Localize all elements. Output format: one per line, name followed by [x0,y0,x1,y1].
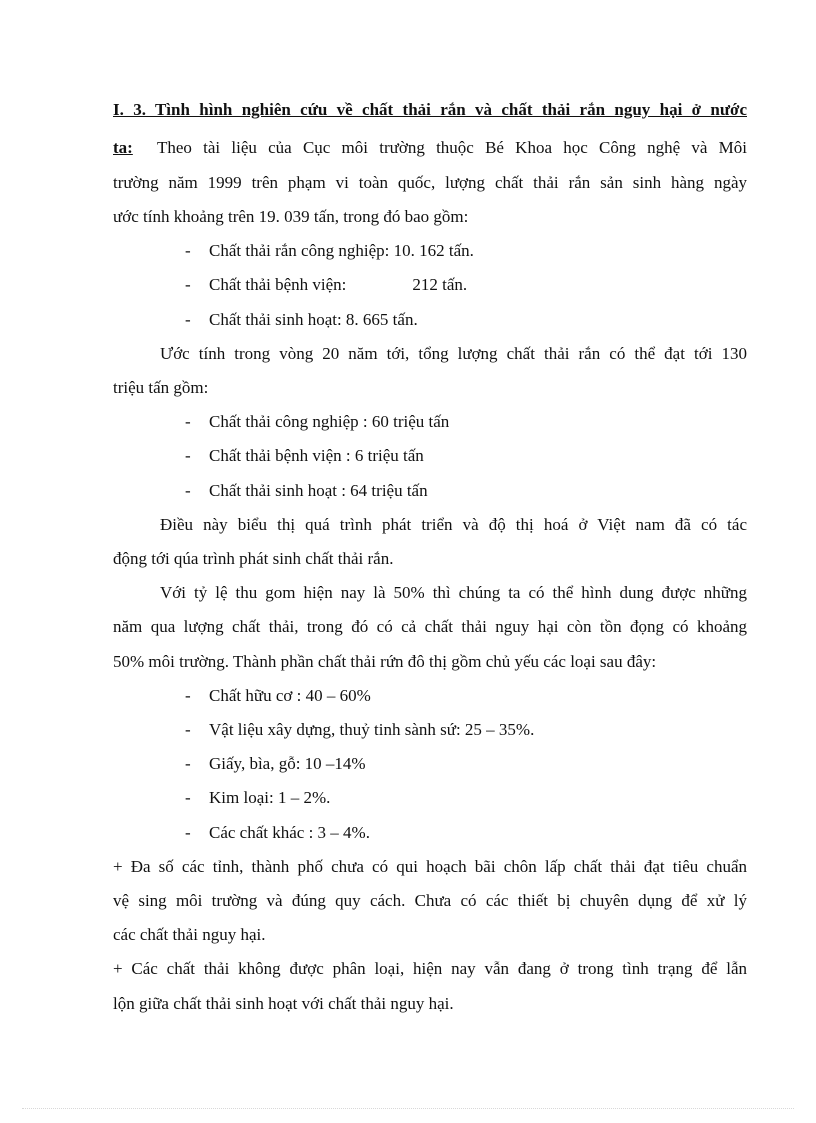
page-bottom-divider [22,1108,794,1109]
list-item: - Chất thải bệnh viện: 212 tấn. [185,275,468,294]
paragraph-2-line-2: triệu tấn gồm: [113,378,209,397]
paragraph-5-line-3: các chất thải nguy hại. [113,925,266,944]
list-item: - Vật liệu xây dựng, thuỷ tinh sành sứ: 25 – 35%. [185,720,535,739]
paragraph-1-text: Theo tài liệu của Cục môi trường thuộc Bé Khoa học Công nghệ và Môi [157,138,747,157]
paragraph-5-line-2: vệ sing môi trường và đúng quy cách. Chưa có các thiết bị chuyên dụng để xử lý [113,891,747,910]
list-item: - Chất thải rắn công nghiệp: 10. 162 tấn. [185,241,474,260]
list-item: - Chất thải sinh hoạt : 64 triệu tấn [185,481,428,500]
paragraph-1-line-3: ước tính khoảng trên 19. 039 tấn, trong đó bao gồm: [113,207,469,226]
list-item: - Kim loại: 1 – 2%. [185,788,331,807]
heading-continuation: ta: [113,138,133,157]
list-item: - Chất thải công nghiệp : 60 triệu tấn [185,412,450,431]
paragraph-3-line-1: Điều này biểu thị quá trình phát triển và độ thị hoá ở Việt nam đã có tác [160,515,747,534]
paragraph-1-line-2: trường năm 1999 trên phạm vi toàn quốc, lượng chất thải rắn sản sinh hàng ngày [113,173,747,192]
paragraph-3-line-2: động tới qúa trình phát sinh chất thải rắn. [113,549,394,568]
list-item: - Chất hữu cơ : 40 – 60% [185,686,371,705]
list-item: - Giấy, bìa, gỗ: 10 –14% [185,754,366,773]
paragraph-5-line-1: + Đa số các tỉnh, thành phố chưa có qui hoạch bãi chôn lấp chất thải đạt tiêu chuẩn [113,857,747,876]
paragraph-2-line-1: Ước tính trong vòng 20 năm tới, tổng lượng chất thải rắn có thể đạt tới 130 [160,344,747,363]
paragraph-4-line-3: 50% môi trường. Thành phần chất thải rứn đô thị gồm chủ yếu các loại sau đây: [113,652,657,671]
list-item: - Chất thải sinh hoạt: 8. 665 tấn. [185,310,418,329]
paragraph-6-line-1: + Các chất thải không được phân loại, hiện nay vẫn đang ở trong tình trạng để lẫn [113,959,747,978]
paragraph-6-line-2: lộn giữa chất thải sinh hoạt với chất thải nguy hại. [113,994,454,1013]
list-item: - Các chất khác : 3 – 4%. [185,823,370,842]
paragraph-1-line-1 [113,136,747,160]
paragraph-4-line-1: Với tỷ lệ thu gom hiện nay là 50% thì chúng ta có thể hình dung được những [160,583,747,602]
section-heading: I. 3. Tình hình nghiên cứu về chất thải rắn và chất thải rắn nguy hại ở nước [113,100,747,119]
paragraph-4-line-2: năm qua lượng chất thải, trong đó có cả chất thải nguy hại còn tồn đọng có khoảng [113,617,747,636]
list-item-value: 212 tấn. [412,275,468,294]
list-item: - Chất thải bệnh viện : 6 triệu tấn [185,446,424,465]
